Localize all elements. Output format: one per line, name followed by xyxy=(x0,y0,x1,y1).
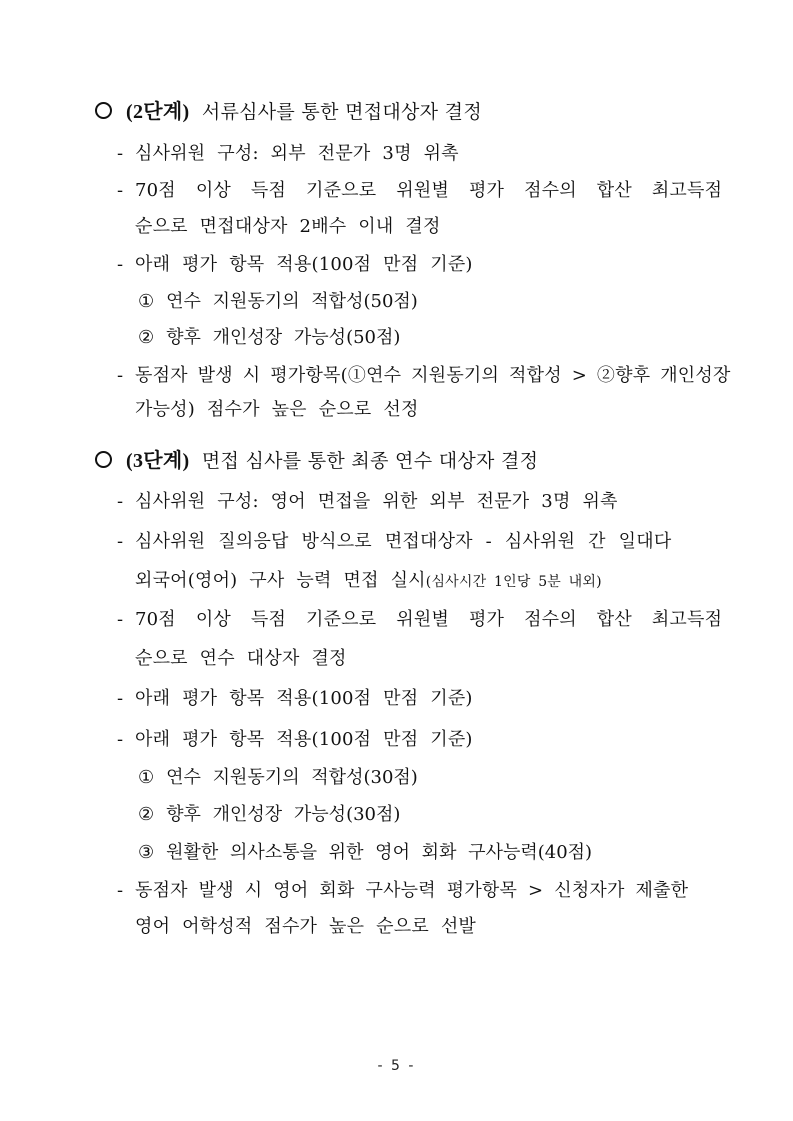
stage3-item-5: - 아래 평가 항목 적용(100점 만점 기준) xyxy=(95,727,735,753)
stage2-item-3: - 아래 평가 항목 적용(100점 만점 기준) xyxy=(95,252,735,278)
stage2-item-4: - 동점자 발생 시 평가항목(①연수 지원동기의 적합성 > ②향후 개인성장 xyxy=(95,363,735,389)
stage3-item-2: - 심사위원 질의응답 방식으로 면접대상자 - 심사위원 간 일대다 xyxy=(95,529,735,555)
dash-bullet: - xyxy=(117,729,124,750)
stage3-label: (3단계) xyxy=(126,450,190,472)
stage2-sub-2: ② 향후 개인성장 가능성(50점) xyxy=(138,327,401,348)
dash-bullet: - xyxy=(117,531,124,552)
stage3-item-2-cont: 외국어(영어) 구사 능력 면접 실시(심사시간 1인당 5분 내외) xyxy=(135,570,602,591)
dash-bullet: - xyxy=(117,491,124,512)
dash-bullet: - xyxy=(117,254,124,275)
dash-bullet: - xyxy=(117,688,124,709)
circled-number: ① xyxy=(138,767,155,788)
stage2-item-1: - 심사위원 구성: 외부 전문가 3명 위촉 xyxy=(95,141,735,167)
stage2-section xyxy=(95,99,735,125)
stage3-sub-3: ③ 원활한 의사소통을 위한 영어 회화 구사능력(40점) xyxy=(138,842,593,863)
dash-bullet: - xyxy=(117,365,124,386)
stage3-sub-2: ② 향후 개인성장 가능성(30점) xyxy=(138,804,401,825)
stage3-title: 면접 심사를 통한 최종 연수 대상자 결정 xyxy=(201,450,539,472)
circled-number: ③ xyxy=(138,842,155,863)
dash-bullet: - xyxy=(117,180,124,201)
stage3-item-3-cont: 순으로 연수 대상자 결정 xyxy=(135,648,347,669)
stage2-sub-1: ① 연수 지원동기의 적합성(50점) xyxy=(138,291,418,312)
stage3-sub-1: ① 연수 지원동기의 적합성(30점) xyxy=(138,767,418,788)
stage2-title: 서류심사를 통한 면접대상자 결정 xyxy=(201,101,482,123)
dash-bullet: - xyxy=(117,609,124,630)
stage3-heading xyxy=(95,448,735,474)
stage2-label: (2단계) xyxy=(126,101,190,123)
circled-number: ② xyxy=(138,804,155,825)
stage3-item-6: - 동점자 발생 시 영어 회화 구사능력 평가항목 > 신청자가 제출한 xyxy=(95,878,735,904)
circle-bullet-icon xyxy=(95,102,112,119)
circle-bullet-icon xyxy=(95,451,112,468)
stage2-item-2-cont: 순으로 면접대상자 2배수 이내 결정 xyxy=(135,216,441,237)
stage3-section xyxy=(95,448,735,474)
stage3-item-6-cont: 영어 어학성적 점수가 높은 순으로 선발 xyxy=(135,916,477,937)
dash-bullet: - xyxy=(117,143,124,164)
dash-bullet: - xyxy=(117,880,124,901)
stage3-item-4: - 아래 평가 항목 적용(100점 만점 기준) xyxy=(95,686,735,712)
stage2-item-4-cont: 가능성) 점수가 높은 순으로 선정 xyxy=(135,399,419,420)
stage3-item-1: - 심사위원 구성: 영어 면접을 위한 외부 전문가 3명 위촉 xyxy=(95,489,735,515)
page-number: - 5 - xyxy=(377,1058,416,1074)
stage3-item-3: - 70점 이상 득점 기준으로 위원별 평가 점수의 합산 최고득점 xyxy=(95,607,735,633)
stage2-item-2: - 70점 이상 득점 기준으로 위원별 평가 점수의 합산 최고득점 xyxy=(95,178,735,204)
circled-number: ② xyxy=(138,327,155,348)
stage2-heading xyxy=(95,99,735,125)
circled-number: ① xyxy=(138,291,155,312)
